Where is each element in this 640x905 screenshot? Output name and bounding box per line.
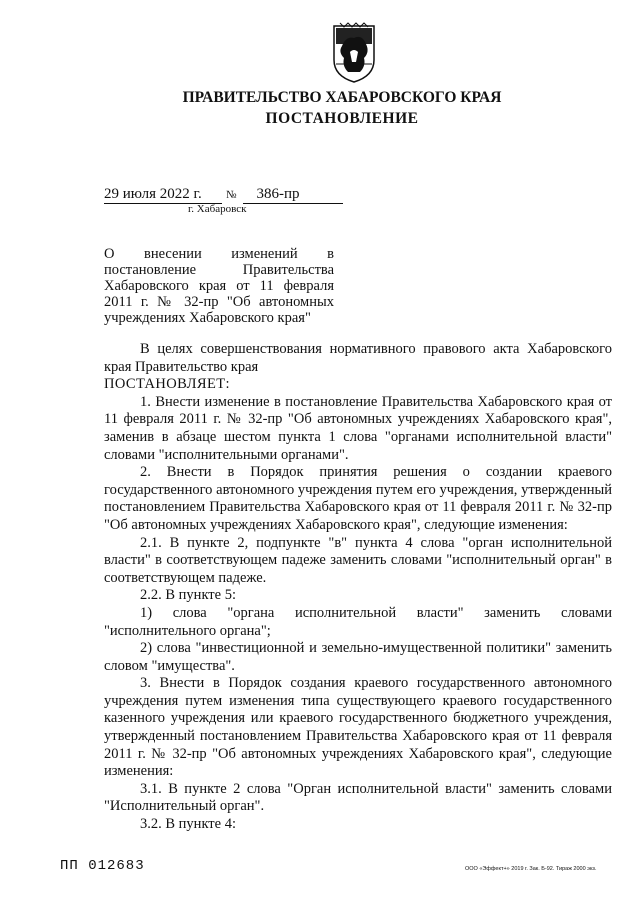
number-sign: №	[226, 189, 237, 201]
document-body	[104, 341, 612, 834]
resolve-heading: ПОСТАНОВЛЯЕТ:	[104, 376, 230, 393]
intro-paragraph: В целях совершенствования нормативного правового акта Хабаровского края Правительство края	[104, 341, 612, 375]
paragraph-2-2: 2.2. В пункте 5:	[140, 587, 236, 604]
paragraph-2-2-1: 1) слова "органа исполнительной власти" заменить словами "исполнительного органа";	[104, 604, 612, 639]
printer-imprint: ООО «Эффект+» 2019 г. Зак. Б-92. Тираж 2000 экз.	[465, 866, 597, 872]
paragraph-2: 2. Внести в Порядок принятия решения о создании краевого государственного автономного учреждения путем его учреждения, утвержденный постановлением Правительства Хабаровского края от 11 февраля 2011 г. № 32-пр "Об автономных учреждениях Хабаровского края", следующие изменения:	[104, 464, 612, 533]
form-serial-number: ПП 012683	[60, 858, 145, 874]
paragraph-2-2-2: 2) слова "инвестиционной и земельно-имущественной политики" заменить словом "имущества".	[104, 640, 612, 674]
document-date-number	[104, 186, 344, 204]
document-city: г. Хабаровск	[188, 203, 247, 215]
document-date: 29 июля 2022 г.	[104, 186, 222, 204]
paragraph-2-1: 2.1. В пункте 2, подпункте "в" пункта 4 слова "орган исполнительной власти" в соответствующем падеже заменить словами "исполнительный орган" в соответствующем падеже.	[104, 534, 612, 586]
paragraph-3-2: 3.2. В пункте 4:	[140, 816, 236, 833]
document-subject: О внесении изменений в постановление Правительства Хабаровского края от 11 февраля 2011 г. № 32-пр "Об автономных учреждениях Хабаровского края"	[104, 246, 334, 326]
paragraph-3: 3. Внести в Порядок создания краевого государственного автономного учреждения путем изменения типа существующего краевого государственного казенного учреждения или краевого государственного бюджетного учреждения, утвержденный постановлением Правительства Хабаровского края от 11 февраля 2011 г. № 32-пр "Об автономных учреждениях Хабаровского края", следующие изменения:	[104, 675, 612, 780]
paragraph-1: 1. Внести изменение в постановление Правительства Хабаровского края от 11 февраля 2011 г. № 32-пр "Об автономных учреждениях Хабаровского края", заменив в абзаце шестом пункта 1 слова "органами исполнительной власти" словами "исполнительными органами".	[104, 393, 612, 463]
document-number: 386-пр	[243, 186, 343, 204]
government-title: ПРАВИТЕЛЬСТВО ХАБАРОВСКОГО КРАЯ	[182, 89, 502, 106]
document-type: ПОСТАНОВЛЕНИЕ	[265, 110, 419, 127]
khabarovsk-coat-of-arms-icon	[330, 22, 378, 84]
paragraph-3-1: 3.1. В пункте 2 слова "Орган исполнительной власти" заменить словами "Исполнительный орган".	[104, 780, 612, 815]
